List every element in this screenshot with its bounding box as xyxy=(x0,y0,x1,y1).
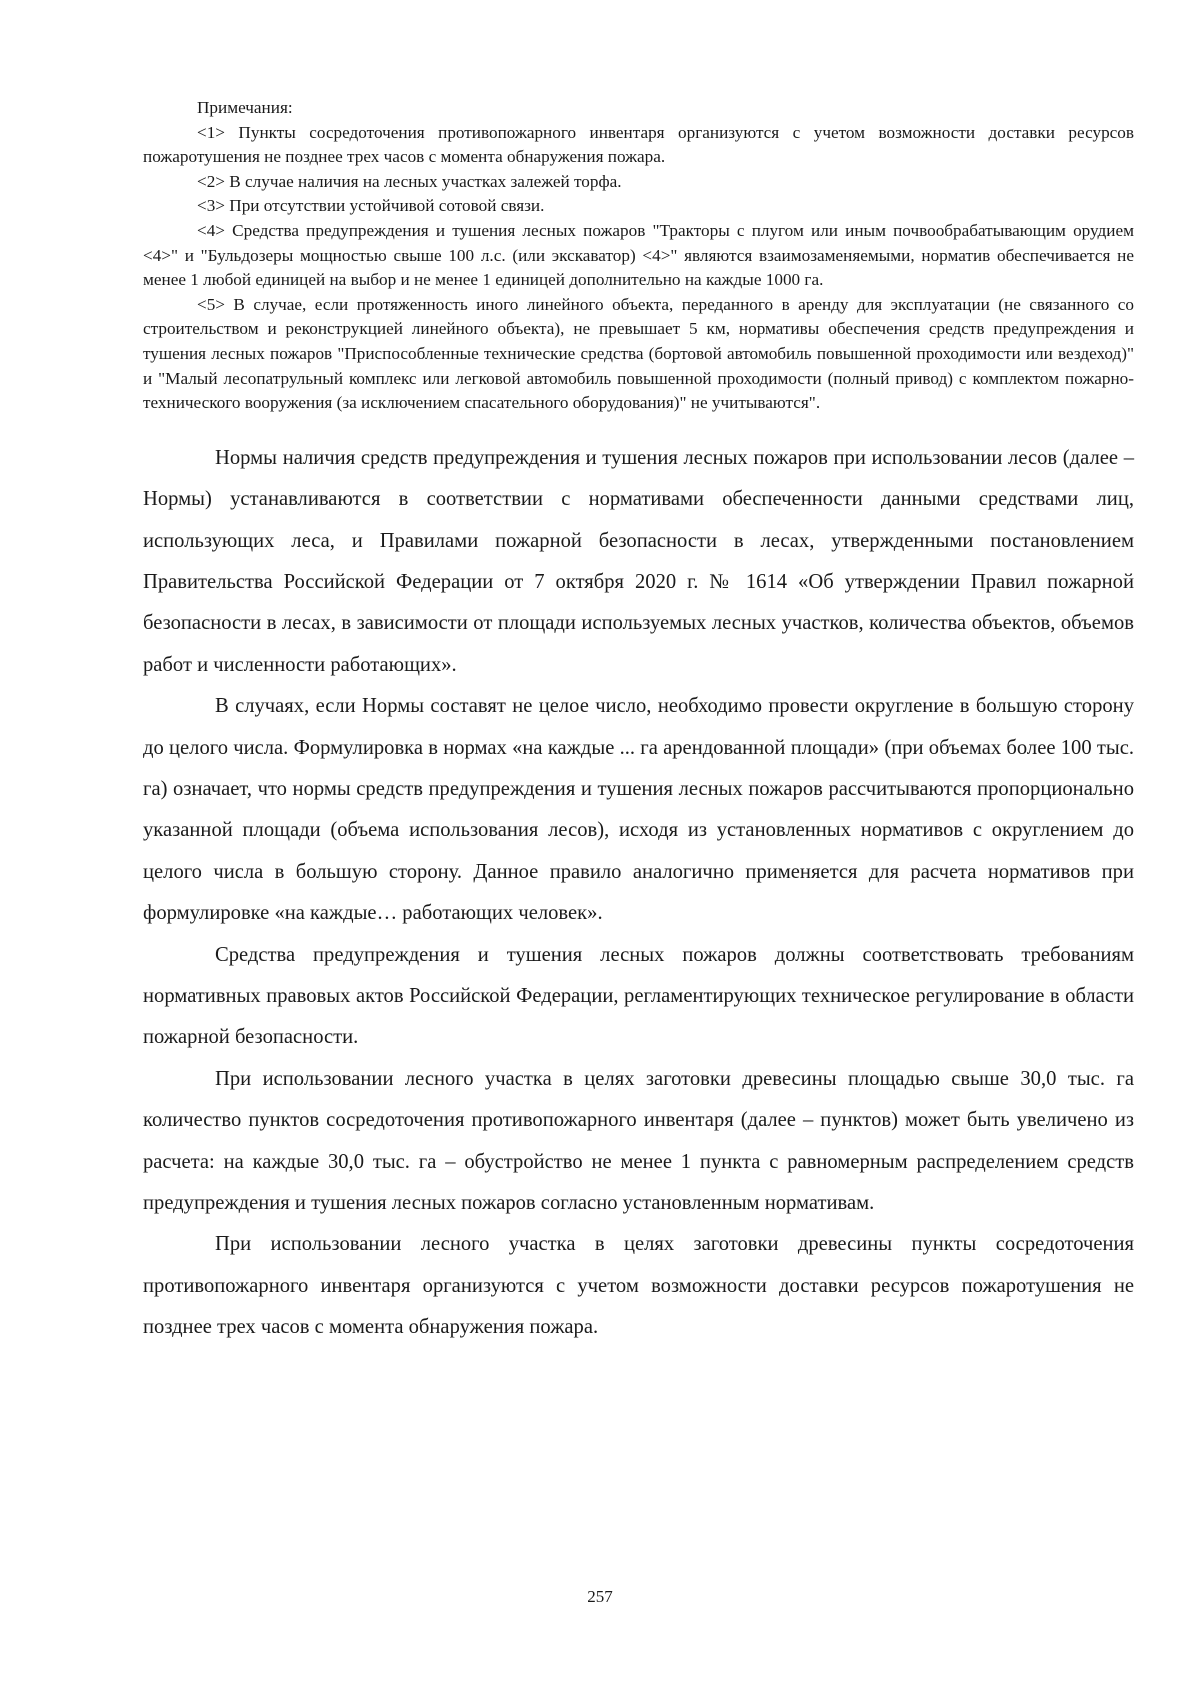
body-text xyxy=(143,438,1134,1349)
note-item: <5> В случае, если протяженность иного линейного объекта, переданного в аренду для эксплуатации (не связанного со строительством и реконструкцией линейного объекта), не превышает 5 км, нормативы обеспечения средств предупреждения и тушения лесных пожаров "Приспособленные технические средства (бортовой автомобиль повышенной проходимости или вездеход)" и "Малый лесопатрульный комплекс или легковой автомобиль повышенной проходимости (полный привод) с комплектом пожарно-технического вооружения (за исключением спасательного оборудования)" не учитываются". xyxy=(143,294,1134,413)
note-item: <3> При отсутствии устойчивой сотовой связи. xyxy=(197,196,545,216)
paragraph: Средства предупреждения и тушения лесных пожаров должны соответствовать требованиям нормативных правовых актов Российской Федерации, регламентирующих техническое регулирование в области пожарной безопасности. xyxy=(143,943,1134,1049)
notes-title: Примечания: xyxy=(197,98,293,117)
note-item: <4> Средства предупреждения и тушения лесных пожаров "Тракторы с плугом или иным почвообрабатывающим орудием <4>" и "Бульдозеры мощностью свыше 100 л.с. (или экскаватор) <4>" являются взаимозаменяемыми, норматив обеспечивается не менее 1 любой единицей на выбор и не менее 1 единицей дополнительно на каждые 1000 га. xyxy=(143,220,1134,290)
paragraph: Нормы наличия средств предупреждения и тушения лесных пожаров при использовании лесов (далее – Нормы) устанавливаются в соответствии с нормативами обеспеченности данными средствами лиц, использующих леса, и Правилами пожарной безопасности в лесах, утвержденными постановлением Правительства Российской Федерации от 7 октября 2020 г. № 1614 «Об утверждении Правил пожарной безопасности в лесах, в зависимости от площади используемых лесных участков, количества объектов, объемов работ и численности работающих». xyxy=(143,446,1134,676)
note-item: <1> Пункты сосредоточения противопожарного инвентаря организуются с учетом возможности доставки ресурсов пожаротушения не позднее трех часов с момента обнаружения пожара. xyxy=(143,122,1134,167)
paragraph: При использовании лесного участка в целях заготовки древесины площадью свыше 30,0 тыс. га количество пунктов сосредоточения противопожарного инвентаря (далее – пунктов) может быть увеличено из расчета: на каждые 30,0 тыс. га – обустройство не менее 1 пункта с равномерным распределением средств предупреждения и тушения лесных пожаров согласно установленным нормативам. xyxy=(143,1067,1134,1215)
notes-section xyxy=(143,96,1134,416)
paragraph: В случаях, если Нормы составят не целое число, необходимо провести округление в большую сторону до целого числа. Формулировка в нормах «на каждые ... га арендованной площади» (при объемах более 100 тыс. га) означает, что нормы средств предупреждения и тушения лесных пожаров рассчитываются пропорционально указанной площади (объема использования лесов), исходя из установленных нормативов с округлением до целого числа в большую сторону. Данное правило аналогично применяется для расчета нормативов при формулировке «на каждые… работающих человек». xyxy=(143,695,1134,925)
paragraph: При использовании лесного участка в целях заготовки древесины пункты сосредоточения противопожарного инвентаря организуются с учетом возможности доставки ресурсов пожаротушения не позднее трех часов с момента обнаружения пожара. xyxy=(143,1233,1134,1339)
page-number: 257 xyxy=(587,1587,613,1606)
note-item: <2> В случае наличия на лесных участках залежей торфа. xyxy=(197,171,622,191)
